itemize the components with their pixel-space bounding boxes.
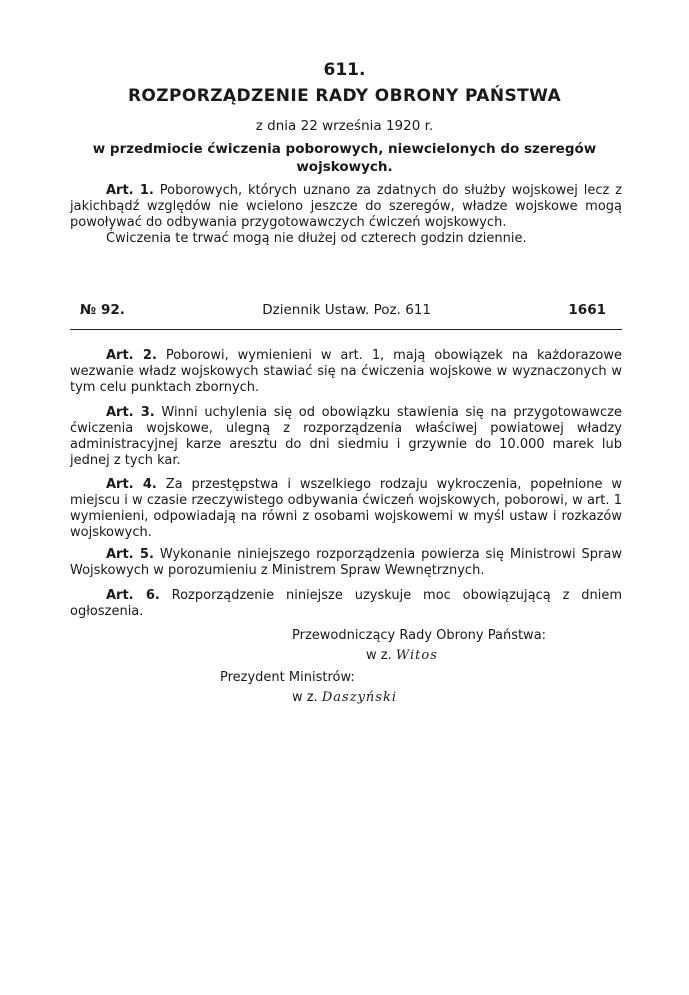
signature-prefix: w z. — [366, 648, 392, 663]
page-number: 1661 — [568, 302, 606, 318]
article-label: Art. 4. — [106, 477, 157, 492]
article-2 — [70, 348, 622, 396]
article-label: Art. 6. — [106, 588, 160, 603]
act-subject: w przedmiocie ćwiczenia poborowych, niewcielonych do szeregów wojskowych. — [92, 141, 597, 175]
signature-prefix: w z. — [292, 690, 318, 705]
article-text: Winni uchylenia się od obowiązku stawienia się na przygotowawcze ćwiczenia wojskowe, ulegną z rozporządzenia właściwej powiatowej władzy administracyjnej karze aresztu do dni siedmiu i grzywnie do 10.000 marek lub jednej z tych kar. — [70, 405, 623, 468]
article-1-sentence-2: Ćwiczenia te trwać mogą nie dłużej od czterech godzin dziennie. — [106, 231, 527, 246]
article-text: Poborowych, których uznano za zdatnych do służby wojskowej lecz z jakichbądź względów nie wcielono jeszcze do szeregów, władze wojskowe mogą powoływać do odbywania przygotowawczych ćwiczeń wojskowych. — [70, 183, 622, 230]
act-date: z dnia 22 września 1920 r. — [255, 118, 434, 134]
article-label: Art. 5. — [106, 547, 154, 562]
pm-signature — [292, 690, 397, 705]
act-title: ROZPORZĄDZENIE RADY OBRONY PAŃSTWA — [127, 86, 562, 106]
article-text: Wykonanie niniejszego rozporządzenia powierza się Ministrowi Spraw Wojskowych w porozumieniu z Ministrem Spraw Wewnętrznych. — [70, 547, 622, 578]
article-4 — [70, 477, 622, 541]
article-text: Rozporządzenie niniejsze uzyskuje moc obowiązującą z dniem ogłoszenia. — [70, 588, 622, 619]
chair-signature-title: Przewodniczący Rady Obrony Państwa: — [292, 628, 547, 643]
signature-name: Witos — [395, 648, 438, 663]
article-label: Art. 1. — [106, 183, 154, 198]
header-divider — [70, 329, 622, 330]
article-text: Poborowi, wymienieni w art. 1, mają obowiązek na każdorazowe wezwanie władz wojskowych stawiać się na ćwiczenia wojskowe w wyznaczonych w tym celu punktach zbornych. — [70, 348, 622, 395]
journal-reference: Dziennik Ustaw. Poz. 611 — [262, 302, 431, 318]
page-header — [80, 302, 606, 318]
act-number: 611. — [323, 60, 366, 80]
pm-signature-title: Prezydent Ministrów: — [220, 670, 355, 685]
article-label: Art. 3. — [106, 405, 155, 420]
issue-number: № 92. — [80, 302, 125, 318]
article-5 — [70, 547, 622, 579]
article-text: Za przestępstwa i wszelkiego rodzaju wykroczenia, popełnione w miejscu i w czasie rzeczywistego odbywania ćwiczeń wojskowych, poborowi, w art. 1 wymienieni, odpowiadają na równi z osobami wojskowemi w myśl ustaw i rozkazów wojskowych. — [70, 477, 622, 540]
chair-signature — [366, 648, 438, 663]
article-label: Art. 2. — [106, 348, 157, 363]
article-6 — [70, 588, 622, 620]
signature-name: Daszyński — [321, 690, 397, 705]
article-1 — [70, 183, 622, 247]
article-3 — [70, 405, 622, 469]
